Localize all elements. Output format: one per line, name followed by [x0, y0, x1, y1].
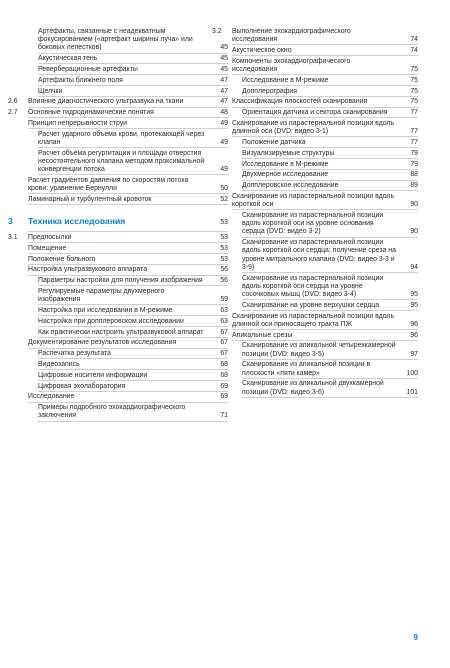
toc-page-number: 67 [220, 328, 228, 336]
toc-divider [28, 402, 228, 403]
toc-entry-title: Ламинарный и турбулентный кровоток [28, 195, 152, 203]
toc-divider [38, 53, 228, 54]
toc-entry [28, 318, 228, 326]
toc-divider [38, 174, 228, 175]
toc-page-number: 77 [410, 109, 418, 117]
toc-entry-title: Настройка при допплеровском исследовании [38, 317, 184, 325]
toc-entry-title: Регулируемые параметры двухмерного изображения [38, 287, 165, 304]
toc-divider [232, 55, 418, 56]
toc-entry-title: Классификация плоскостей сканирования [232, 98, 368, 106]
toc-divider [28, 242, 228, 243]
toc-page-number: 75 [410, 66, 418, 73]
toc-entry-title: Параметры настройки для получения изображения [38, 277, 203, 285]
toc-entry [232, 171, 418, 179]
toc-page-number: 71 [220, 412, 228, 420]
toc-entry [28, 329, 228, 337]
toc-entry [28, 339, 228, 347]
toc-page-number: 100 [406, 369, 418, 377]
toc-page-number: 45 [220, 66, 228, 73]
toc-entry-title: Сканирование на уровне верхушки сердца [242, 301, 380, 309]
toc-page-number: 69 [220, 382, 228, 390]
toc-entry-title: Сканирование из парастернальной позиции вдоль короткой оси [232, 192, 395, 209]
toc-entry [8, 109, 228, 117]
toc-divider [28, 193, 228, 194]
toc-entry-title: Помещение [28, 244, 67, 252]
toc-entry-title: Сканирование из парастернальной позиции вдоль короткой оси сердца на уровне сосочковых мышц (DVD: видео 3-4) [242, 274, 384, 298]
toc-page-number: 77 [410, 128, 418, 136]
toc-entry-title: Цифровые носители информации [38, 371, 148, 379]
toc-entry-title: Сканирование из апикальной двухкамерной позиции (DVD: видео 3-6) [242, 380, 384, 396]
toc-entry [28, 256, 228, 264]
toc-divider [232, 340, 418, 341]
toc-entry [232, 380, 418, 396]
toc-divider [38, 304, 228, 305]
toc-entry-title: Апикальные срезы [232, 331, 293, 339]
toc-entry-title: Ориентация датчика и сектора сканирования [242, 109, 388, 117]
toc-left-column [8, 28, 228, 423]
toc-page-number: 90 [410, 228, 418, 236]
toc-entry [28, 88, 228, 96]
toc-entry-title: Исследование в М-режиме [242, 160, 329, 168]
toc-page-number: 89 [410, 182, 418, 190]
toc-entry [232, 182, 418, 190]
toc-page-number: 56 [220, 277, 228, 285]
toc-entry [232, 58, 418, 74]
toc-divider [242, 310, 418, 311]
toc-divider [232, 329, 418, 330]
toc-entry-title: Сканирование из парастернальной позиции вдоль длинной оси приносящего тракта ПЖ [232, 312, 395, 328]
toc-entry [28, 288, 228, 304]
toc-entry-title: Сканирование из апикальной позиции в плоскости «пяти камер» [242, 361, 371, 377]
toc-page-number: 74 [410, 36, 418, 44]
toc-entry-title: Визуализируемые структуры [242, 149, 335, 157]
toc-divider [28, 275, 228, 276]
toc-entry [28, 393, 228, 401]
toc-page-number: 47 [220, 76, 228, 84]
toc-entry-title: Сканирование из апикальной четырехкамерной позиции (DVD: видео 3-5) [242, 342, 396, 358]
toc-page-number: 96 [410, 320, 418, 328]
toc-entry-title: Выполнение эхокардиографического исследования [232, 28, 351, 44]
toc-entry-title: Щелчки [38, 87, 63, 95]
toc-page-number: 63 [220, 317, 228, 325]
toc-divider [242, 359, 418, 360]
toc-entry [232, 139, 418, 147]
toc-divider [38, 369, 228, 370]
toc-page-number: 75 [410, 98, 418, 106]
toc-entry [8, 216, 228, 227]
toc-divider [232, 44, 418, 45]
toc-page-number: 45 [220, 44, 228, 52]
toc-divider [28, 107, 228, 108]
toc-page-number: 49 [220, 138, 228, 146]
toc-entry [28, 245, 228, 253]
toc-divider [242, 117, 418, 118]
toc-divider [28, 231, 228, 232]
toc-entry [28, 77, 228, 85]
toc-entry [232, 332, 418, 340]
toc-divider [38, 85, 228, 86]
toc-divider [28, 204, 228, 205]
toc-divider [232, 209, 418, 210]
toc-entry-title: Сканирование из парастернальной позиции вдоль длинной оси (DVD: видео 3-1) [232, 119, 395, 136]
toc-entry-title: Акустическая тень [38, 55, 98, 63]
toc-entry [8, 233, 228, 242]
toc-entry [28, 28, 228, 53]
toc-entry-title: Положение больного [28, 255, 96, 263]
toc-entry [212, 28, 418, 44]
toc-divider [38, 74, 228, 75]
toc-divider [232, 136, 418, 137]
toc-divider [38, 326, 228, 327]
toc-entry [232, 150, 418, 158]
toc-entry-title: Реверберационные артефакты [38, 66, 138, 73]
toc-entry-title: Компоненты эхокардиографического исследования [232, 57, 351, 73]
toc-entry [232, 361, 418, 377]
toc-entry-title: Сканирование из парастернальной позиции вдоль короткой оси на уровне основания сердца (DVD: видео 3-2) [242, 211, 384, 236]
toc-page-number: 47 [220, 98, 228, 106]
toc-entry-title: Расчет ударного объема крови, протекающей через клапан [38, 130, 205, 146]
toc-page-number: 94 [410, 263, 418, 271]
toc-entry [28, 120, 228, 128]
toc-entry [28, 196, 228, 204]
toc-entry [232, 77, 418, 85]
toc-page-number: 53 [220, 233, 228, 241]
toc-page-number: 77 [410, 138, 418, 146]
toc-page-number: 47 [220, 87, 228, 95]
toc-page-number: 90 [410, 201, 418, 209]
toc-page-number: 75 [410, 76, 418, 84]
toc-section-number: 2.6 [8, 98, 18, 106]
toc-entry-title: Расчет градиентов давления по скоростям потока крови: уравнение Бернулли [28, 176, 189, 193]
toc-divider [28, 348, 228, 349]
toc-entry [28, 131, 228, 147]
toc-divider [38, 337, 228, 338]
toc-entry-title: Исследование [28, 393, 75, 401]
toc-divider [242, 378, 418, 379]
toc-divider [242, 96, 418, 97]
toc-section-number: 2.7 [8, 109, 18, 117]
toc-entry-title: Цифровая эхолаборатория [38, 382, 126, 390]
toc-entry [28, 177, 228, 193]
toc-divider [242, 158, 418, 159]
toc-page-number: 53 [220, 219, 228, 227]
toc-entry [28, 277, 228, 285]
toc-page-number: 68 [220, 371, 228, 379]
toc-entry [232, 313, 418, 329]
toc-page-number: 49 [220, 119, 228, 127]
toc-entry-title: Допплерография [242, 87, 297, 95]
toc-page-number: 68 [220, 360, 228, 368]
toc-page-number: 97 [410, 350, 418, 358]
toc-entry [232, 47, 418, 55]
toc-entry [232, 302, 418, 310]
toc-divider [38, 96, 228, 97]
toc-page-number: 53 [220, 255, 228, 263]
toc-page-number: 50 [220, 185, 228, 193]
toc-page-number: 48 [220, 109, 228, 117]
toc-entry [28, 307, 228, 315]
toc-entry-title: Основные гидродинамические понятия [28, 109, 154, 117]
toc-entry-title: Настройка при исследовании в М-режиме [38, 306, 173, 314]
toc-page-number: 69 [220, 393, 228, 401]
toc-divider [242, 299, 418, 300]
toc-page-number: 74 [410, 47, 418, 54]
toc-section-number: 3.1 [8, 233, 18, 241]
toc-section-number: 3 [8, 216, 13, 227]
toc-entry-title: Сканирование из парастернальной позиции вдоль короткой оси сердца: получение среза на уровне митрального клапана (DVD: видео 3-3 и 3-9) [242, 239, 396, 271]
toc-entry [28, 55, 228, 63]
toc-entry [232, 161, 418, 169]
toc-page-number: 95 [410, 290, 418, 298]
toc-entry [232, 239, 418, 272]
toc-divider [242, 180, 418, 181]
toc-entry-title: Как практически настроить ультразвуковой аппарат [38, 328, 204, 336]
toc-entry [28, 150, 228, 175]
toc-entry [232, 342, 418, 358]
toc-divider [28, 264, 228, 265]
toc-entry-title: Настройка ультразвукового аппарата [28, 266, 148, 274]
toc-entry-title: Расчет объема регургитации и площади отверстия несостоятельного клапана методом проксимальной конвергенции потока [38, 149, 205, 174]
toc-divider [38, 147, 228, 148]
toc-entry-title: Акустическое окно [232, 47, 292, 54]
toc-entry [232, 88, 418, 96]
toc-divider [38, 391, 228, 392]
toc-entry [232, 98, 418, 106]
toc-entry-title: Принцип непрерывности струи [28, 119, 128, 127]
toc-page-number: 75 [410, 87, 418, 95]
toc-entry-title: Техника исследования [28, 216, 126, 227]
toc-page-number: 79 [410, 149, 418, 157]
toc-entry [28, 361, 228, 369]
toc-entry-title: Артефакты ближнего поля [38, 76, 123, 84]
toc-page-number: 67 [220, 339, 228, 347]
toc-divider [232, 74, 418, 75]
page-number: 9 [413, 633, 418, 642]
toc-divider [38, 63, 228, 64]
toc-entry [28, 350, 228, 358]
toc-page-number: 49 [220, 166, 228, 174]
toc-entry-title: Примеры подробного эхокардиографического заключения [38, 404, 186, 420]
toc-entry [28, 66, 228, 74]
toc-page-number: 95 [410, 301, 418, 309]
toc-entry [232, 120, 418, 136]
toc-section-number: 3.2 [212, 28, 222, 35]
toc-entry [28, 383, 228, 391]
toc-entry [8, 98, 228, 106]
toc-page-number: 88 [410, 171, 418, 179]
toc-entry [232, 109, 418, 117]
toc-divider [242, 237, 418, 238]
toc-page-number: 79 [410, 160, 418, 168]
toc-divider [242, 85, 418, 86]
toc-page-number: 101 [406, 388, 418, 396]
toc-page-number: 63 [220, 306, 228, 314]
toc-entry [28, 266, 228, 274]
toc-entry [232, 193, 418, 209]
toc-entry-title: Видеозапись [38, 360, 80, 368]
toc-divider [242, 169, 418, 170]
toc-divider [28, 253, 228, 254]
toc-divider [242, 147, 418, 148]
toc-entry [232, 275, 418, 300]
toc-page-number: 96 [410, 331, 418, 339]
toc-page-number: 67 [220, 350, 228, 358]
toc-entry [232, 212, 418, 237]
toc-divider [38, 358, 228, 359]
toc-divider [28, 117, 228, 118]
toc-entry-title: Допплеровское исследование [242, 182, 339, 190]
toc-divider [38, 315, 228, 316]
toc-divider [242, 190, 418, 191]
toc-entry-title: Артефакты, связанные с неадекватным фокусированием («артефакт ширины луча» или боковых лепестков) [38, 28, 193, 52]
toc-entry-title: Влияние диагностического ультразвука на ткани [28, 98, 184, 106]
toc-page-number: 59 [220, 296, 228, 304]
toc-divider [242, 397, 418, 398]
toc-entry-title: Распечатка результата [38, 350, 111, 358]
toc-divider [38, 380, 228, 381]
toc-page-number: 53 [220, 244, 228, 252]
toc-divider [38, 421, 228, 422]
toc-page-number: 56 [220, 266, 228, 274]
toc-entry [28, 372, 228, 380]
toc-divider [242, 272, 418, 273]
toc-entry-title: Исследование в М-режиме [242, 76, 329, 84]
toc-divider [232, 107, 418, 108]
toc-divider [28, 128, 228, 129]
toc-page-number: 52 [220, 195, 228, 203]
toc-entry [28, 404, 228, 420]
toc-page-number: 45 [220, 55, 228, 63]
toc-entry-title: Предпосылки [28, 233, 72, 241]
toc-divider [38, 285, 228, 286]
toc-entry-title: Двухмерное исследование [242, 171, 329, 179]
toc-entry-title: Документирование результатов исследования [28, 339, 177, 347]
toc-entry-title: Положение датчика [242, 138, 306, 146]
